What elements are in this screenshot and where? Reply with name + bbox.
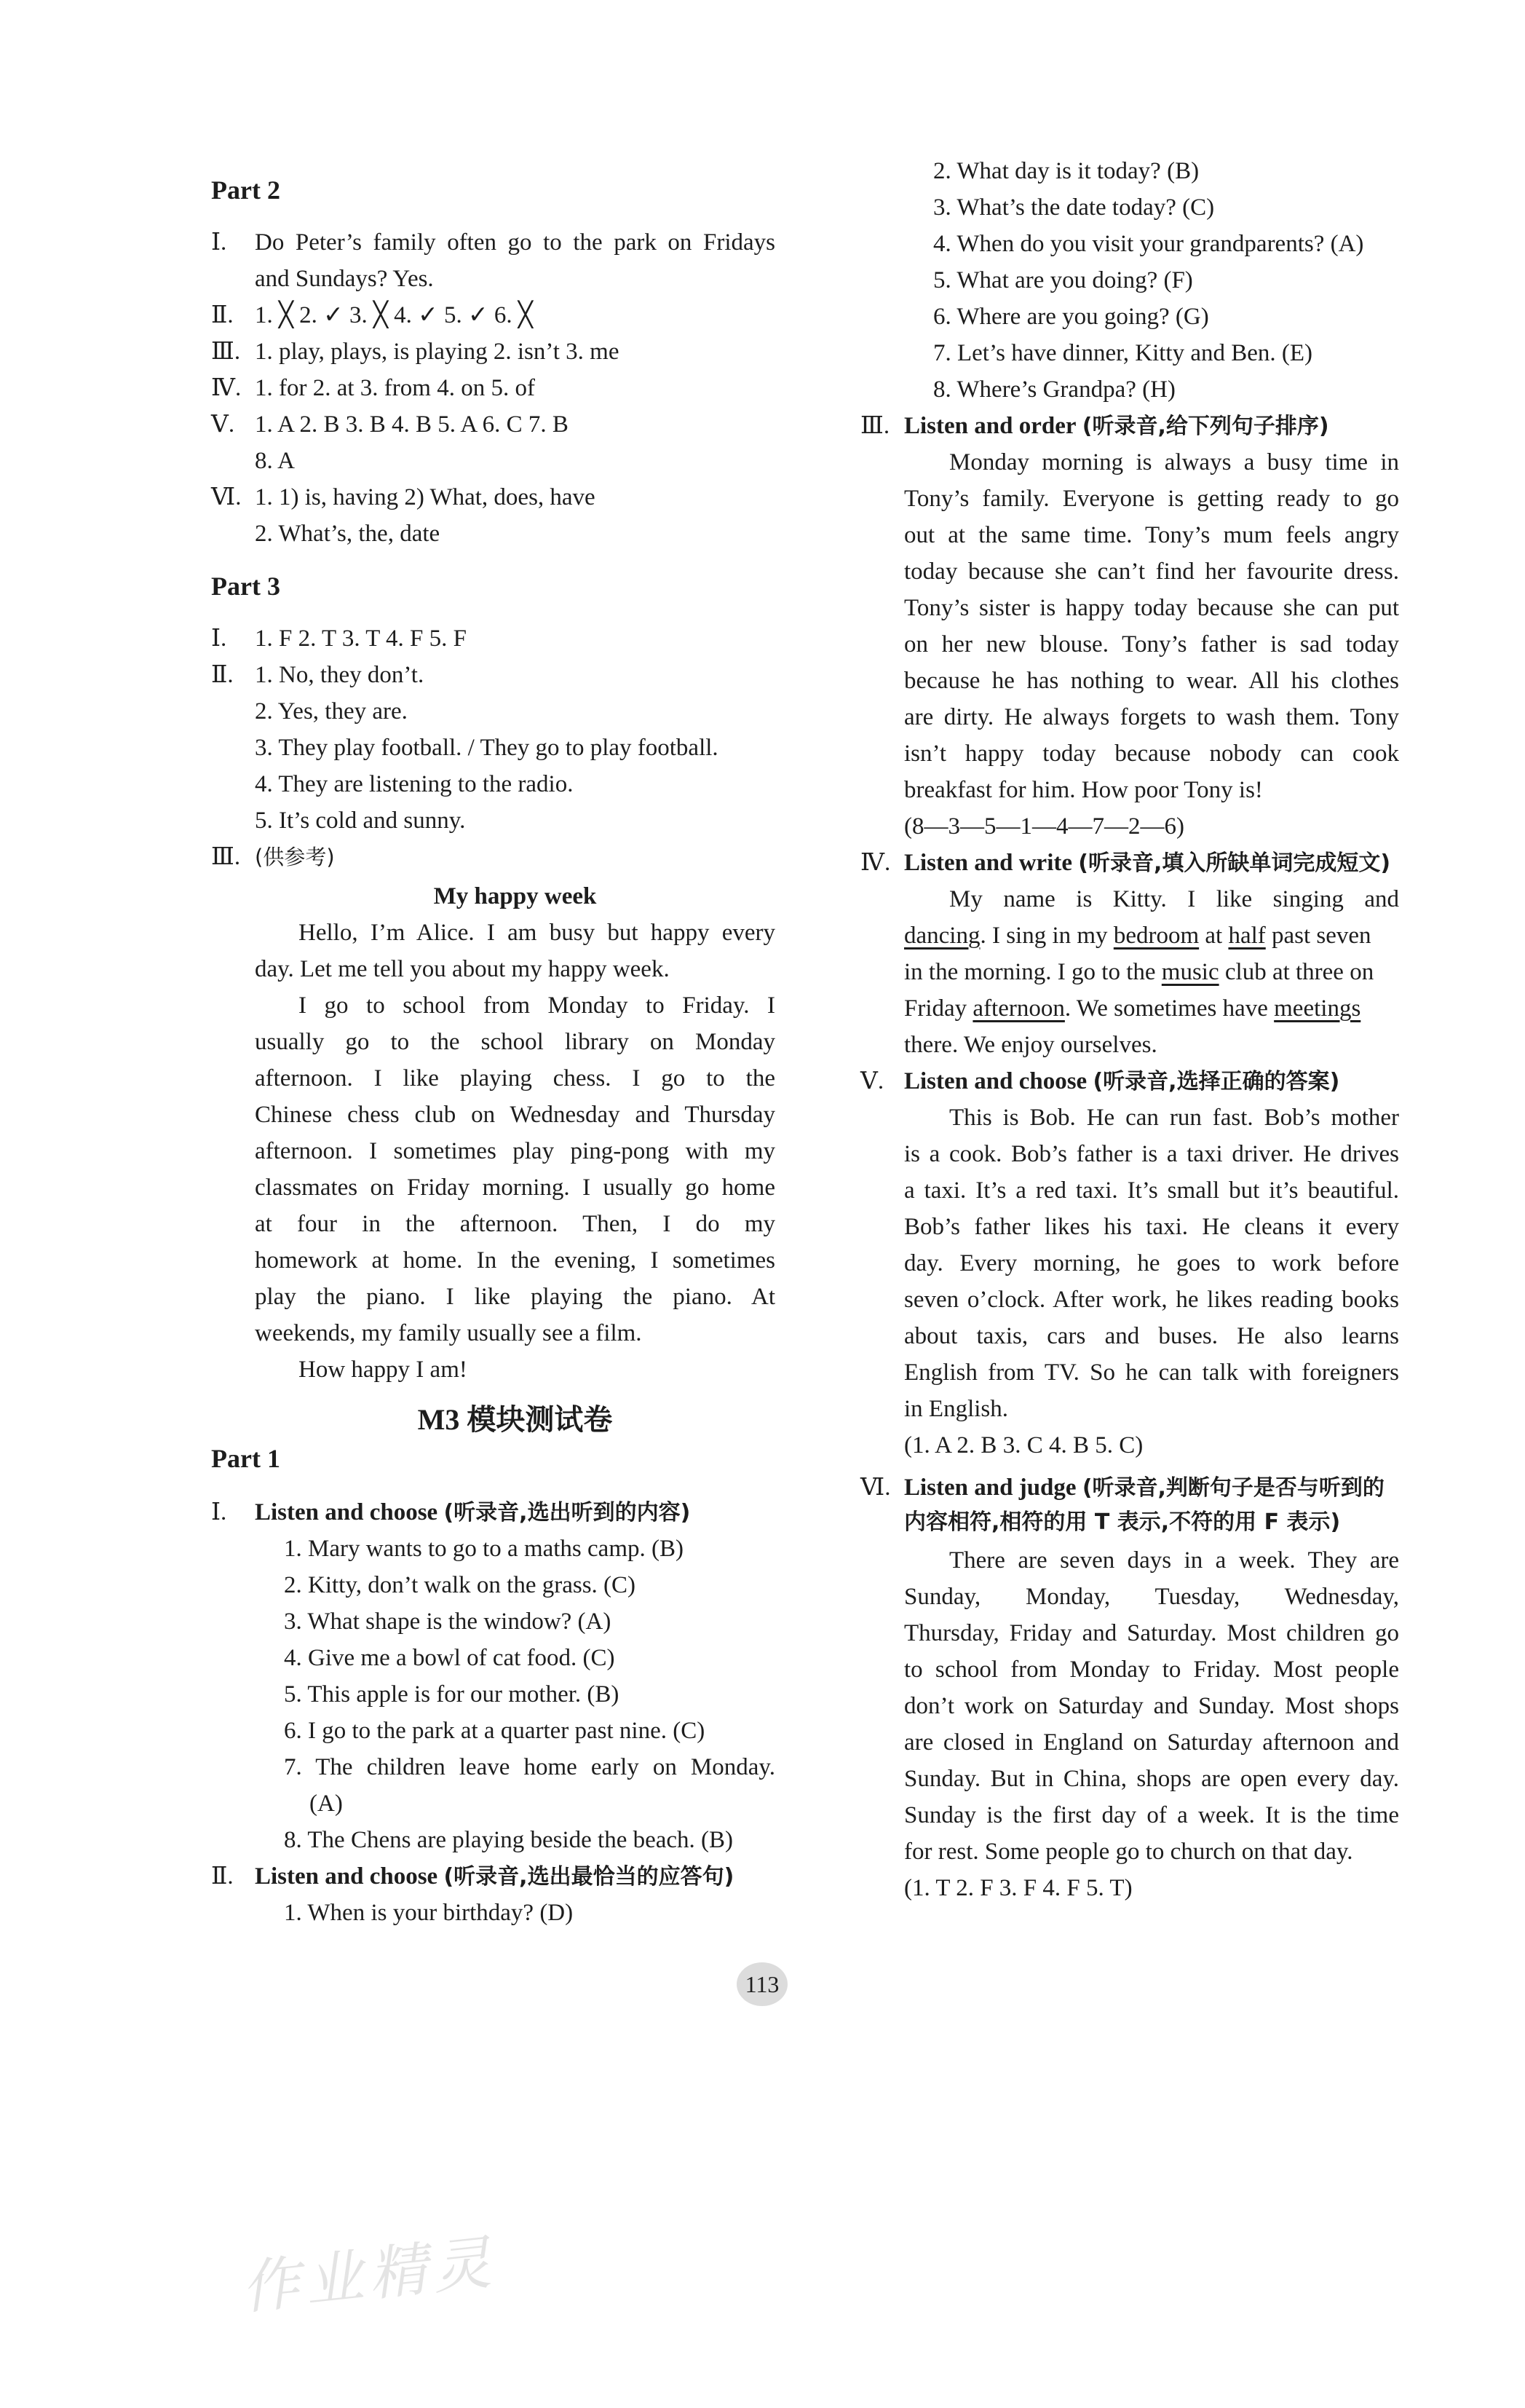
section6-header: Ⅵ. Listen and judge (听录音,判断句子是否与听到的 <box>860 1475 1385 1501</box>
part3-heading: Part 3 <box>211 572 280 601</box>
paragraph-line: Tony’s family. Everyone is getting ready to go <box>904 486 1399 512</box>
paragraph-line: Tony’s sister is happy today because she can put <box>904 595 1399 621</box>
answer-key: (1. A 2. B 3. C 4. B 5. C) <box>904 1432 1144 1458</box>
list-item: 8. The Chens are playing beside the beach. (B) <box>284 1827 734 1853</box>
page-number: 113 <box>737 1962 788 2006</box>
part2-heading: Part 2 <box>211 175 280 205</box>
essay-line: at four in the afternoon. Then, I do my <box>255 1211 775 1237</box>
paragraph-line: day. Every morning, he goes to work before <box>904 1250 1399 1276</box>
paragraph-line: are dirty. He always forgets to wash them. Tony <box>904 704 1399 730</box>
section4-header: Ⅳ. Listen and write (听录音,填入所缺单词完成短文) <box>860 850 1391 876</box>
paragraph-line: dancing. I sing in my bedroom at half past seven <box>904 923 1371 949</box>
list-item: 2. Yes, they are. <box>255 698 408 725</box>
paragraph-line: My name is Kitty. I like singing and <box>949 886 1399 912</box>
list-item: 5. This apple is for our mother. (B) <box>284 1681 619 1708</box>
paragraph-line: seven o’clock. After work, he likes reading books <box>904 1287 1399 1313</box>
part3-q3: Ⅲ. (供参考) <box>211 844 335 870</box>
paragraph-line: there. We enjoy ourselves. <box>904 1032 1157 1058</box>
list-item: 3. What shape is the window? (A) <box>284 1608 611 1635</box>
list-item: 2. What day is it today? (B) <box>933 158 1200 184</box>
essay-line: afternoon. I sometimes play ping-pong with my <box>255 1138 775 1164</box>
m3-section2-header: Ⅱ. Listen and choose (听录音,选出最恰当的应答句) <box>211 1863 734 1890</box>
section3-header: Ⅲ. Listen and order (听录音,给下列句子排序) <box>860 413 1329 439</box>
paragraph-line: Sunday, Monday, Tuesday, Wednesday, <box>904 1584 1399 1610</box>
list-item: 6. I go to the park at a quarter past nine. (C) <box>284 1718 705 1744</box>
essay-title: My happy week <box>433 883 597 909</box>
essay-line: play the piano. I like playing the piano. At <box>255 1284 775 1310</box>
blank-answer: dancing <box>904 923 981 949</box>
essay-line: Hello, I’m Alice. I am busy but happy every <box>298 920 775 946</box>
essay-line: classmates on Friday morning. I usually go home <box>255 1175 775 1201</box>
essay-line: homework at home. In the evening, I sometimes <box>255 1247 775 1274</box>
paragraph-line: breakfast for him. How poor Tony is! <box>904 777 1263 803</box>
essay-line: usually go to the school library on Monday <box>255 1029 775 1055</box>
section5-header: Ⅴ. Listen and choose (听录音,选择正确的答案) <box>860 1068 1340 1094</box>
essay-line: weekends, my family usually see a film. <box>255 1320 642 1346</box>
m3-title: M3 模块测试卷 <box>417 1403 613 1436</box>
paragraph-line: isn’t happy today because nobody can cook <box>904 741 1399 767</box>
part3-q1: Ⅰ. 1. F 2. T 3. T 4. F 5. F <box>211 625 467 652</box>
part2-q3: Ⅲ. 1. play, plays, is playing 2. isn’t 3. me <box>211 339 619 365</box>
list-item: 3. What’s the date today? (C) <box>933 194 1215 221</box>
essay-line: How happy I am! <box>298 1357 467 1383</box>
blank-answer: music <box>1161 959 1219 985</box>
paragraph-line: don’t work on Saturday and Sunday. Most shops <box>904 1693 1399 1719</box>
list-item: 8. Where’s Grandpa? (H) <box>933 376 1176 403</box>
paragraph-line: out at the same time. Tony’s mum feels angry <box>904 522 1399 548</box>
part2-q4: Ⅳ. 1. for 2. at 3. from 4. on 5. of <box>211 375 535 401</box>
part2-q5: Ⅴ. 1. A 2. B 3. B 4. B 5. A 6. C 7. B <box>211 411 569 438</box>
essay-line: I go to school from Monday to Friday. I <box>298 992 775 1019</box>
list-item: 5. What are you doing? (F) <box>933 267 1193 293</box>
answer-key: (1. T 2. F 3. F 4. F 5. T) <box>904 1875 1133 1901</box>
part3-q2: Ⅱ. 1. No, they don’t. <box>211 662 424 688</box>
list-item: 3. They play football. / They go to play football. <box>255 735 718 761</box>
paragraph-line: in the morning. I go to the music club at three on <box>904 959 1374 985</box>
paragraph-line: because he has nothing to wear. All his clothes <box>904 668 1399 694</box>
list-item: 4. Give me a bowl of cat food. (C) <box>284 1645 615 1671</box>
paragraph-line: a taxi. It’s a red taxi. It’s small but it’s beautiful. <box>904 1177 1399 1204</box>
list-item: 7. Let’s have dinner, Kitty and Ben. (E) <box>933 340 1313 366</box>
list-item: 4. When do you visit your grandparents? (A) <box>933 231 1364 257</box>
paragraph-line: Bob’s father likes his taxi. He cleans it every <box>904 1214 1399 1240</box>
list-item: 5. It’s cold and sunny. <box>255 808 466 834</box>
section6-header-cont: 内容相符,相符的用 T 表示,不符的用 F 表示) <box>904 1509 1341 1535</box>
part2-q6: Ⅵ. 1. 1) is, having 2) What, does, have <box>211 484 595 510</box>
list-item: 7. The children leave home early on Monday. <box>284 1754 775 1780</box>
m3-section1-header: Ⅰ. Listen and choose (听录音,选出听到的内容) <box>211 1499 691 1525</box>
paragraph-line: about taxis, cars and buses. He also learns <box>904 1323 1399 1349</box>
part2-q2: Ⅱ. 1. ╳ 2. ✓ 3. ╳ 4. ✓ 5. ✓ 6. ╳ <box>211 302 533 328</box>
paragraph-line: in English. <box>904 1396 1009 1422</box>
paragraph-line: English from TV. So he can talk with foreigners <box>904 1359 1399 1386</box>
part2-q1: Ⅰ. Do Peter’s family often go to the park on Fridays <box>211 229 775 256</box>
paragraph-line: This is Bob. He can run fast. Bob’s mother <box>949 1105 1399 1131</box>
paragraph-line: are closed in England on Saturday afternoon and <box>904 1729 1399 1756</box>
paragraph-line: for rest. Some people go to church on that day. <box>904 1839 1353 1865</box>
paragraph-line: Sunday is the first day of a week. It is the time <box>904 1802 1399 1828</box>
blank-answer: bedroom <box>1113 923 1200 949</box>
essay-line: Chinese chess club on Wednesday and Thursday <box>255 1102 775 1128</box>
part2-q5-cont: 8. A <box>255 448 296 474</box>
answer-key: (8—3—5—1—4—7—2—6) <box>904 813 1184 840</box>
part2-q6-cont: 2. What’s, the, date <box>255 521 440 547</box>
paragraph-line: today because she can’t find her favourite dress. <box>904 558 1399 585</box>
list-item-cont: (A) <box>309 1791 343 1817</box>
paragraph-line: is a cook. Bob’s father is a taxi driver. He drives <box>904 1141 1399 1167</box>
paragraph-line: on her new blouse. Tony’s father is sad today <box>904 631 1399 658</box>
list-item: 1. Mary wants to go to a maths camp. (B) <box>284 1536 684 1562</box>
blank-answer: half <box>1228 923 1266 949</box>
paragraph-line: Friday afternoon. We sometimes have meetings <box>904 995 1361 1022</box>
list-item: 2. Kitty, don’t walk on the grass. (C) <box>284 1572 636 1598</box>
paragraph-line: Monday morning is always a busy time in <box>949 449 1399 475</box>
m3-part1-heading: Part 1 <box>211 1444 280 1473</box>
blank-answer: meetings <box>1274 995 1361 1022</box>
watermark: 作业精灵 <box>237 2227 500 2323</box>
paragraph-line: Thursday, Friday and Saturday. Most children go <box>904 1620 1399 1646</box>
essay-line: afternoon. I like playing chess. I go to the <box>255 1065 775 1092</box>
essay-line: day. Let me tell you about my happy week. <box>255 956 670 982</box>
list-item: 4. They are listening to the radio. <box>255 771 574 797</box>
paragraph-line: There are seven days in a week. They are <box>949 1547 1399 1574</box>
paragraph-line: to school from Monday to Friday. Most people <box>904 1657 1399 1683</box>
list-item: 1. When is your birthday? (D) <box>284 1900 574 1926</box>
part2-q1-cont: and Sundays? Yes. <box>255 266 434 292</box>
list-item: 6. Where are you going? (G) <box>933 304 1209 330</box>
paragraph-line: Sunday. But in China, shops are open every day. <box>904 1766 1399 1792</box>
blank-answer: afternoon <box>973 995 1065 1022</box>
